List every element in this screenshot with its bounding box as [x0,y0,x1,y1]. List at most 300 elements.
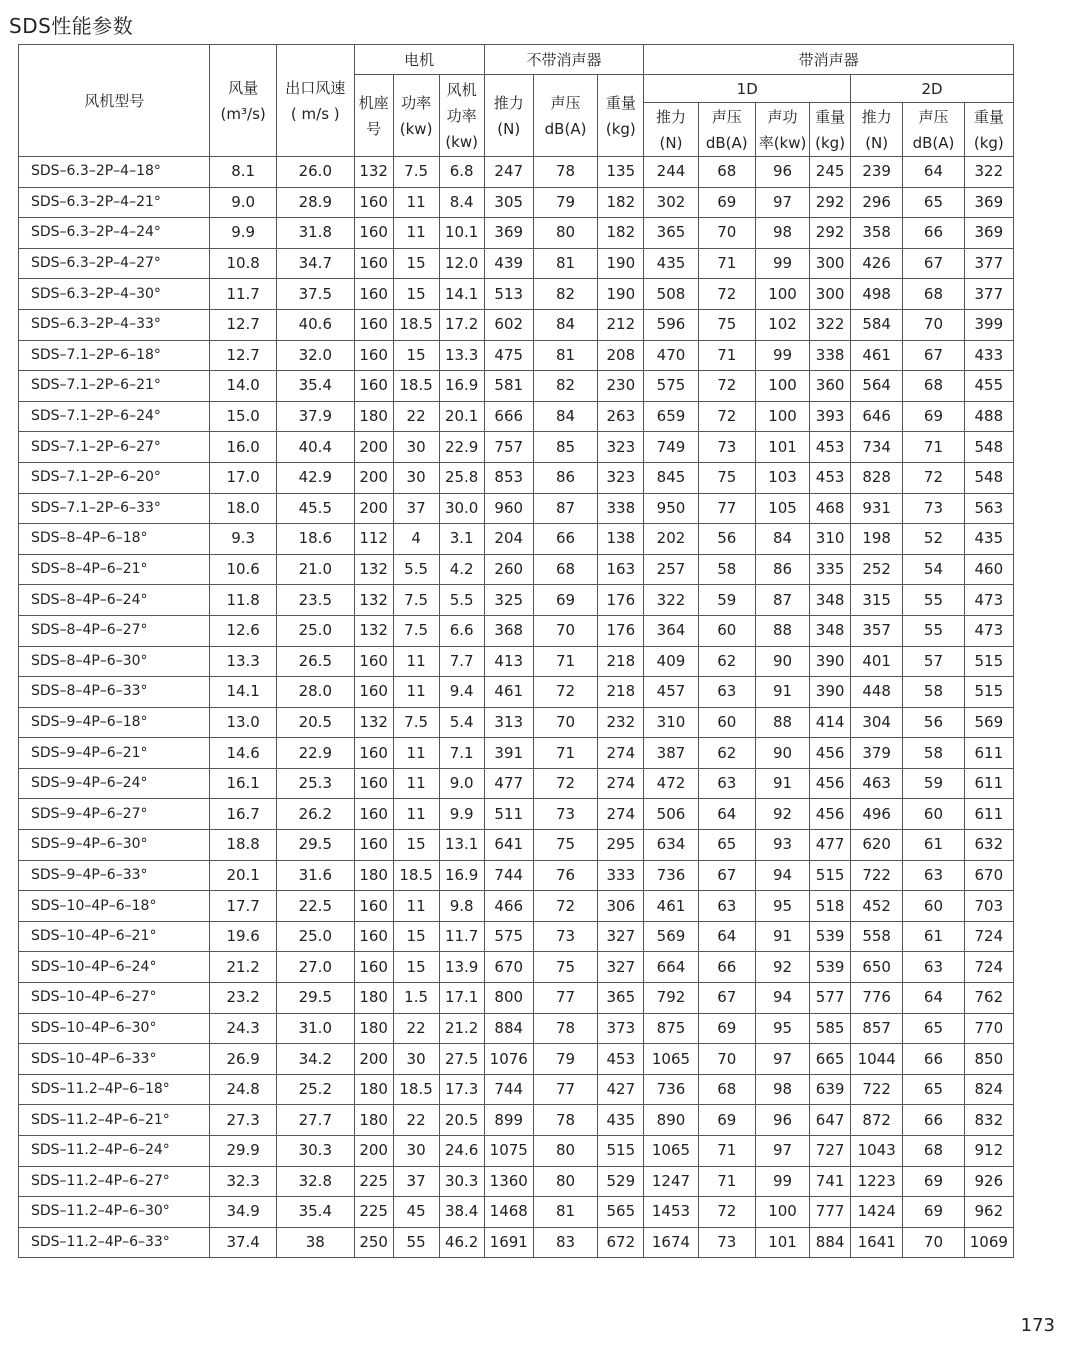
table-cell: 926 [964,1166,1013,1197]
table-row [19,371,1014,402]
table-cell: 515 [810,860,851,891]
table-cell: 72 [533,768,597,799]
table-cell: 257 [644,554,698,585]
table-cell: 29.9 [210,1136,277,1167]
table-cell: 70 [533,615,597,646]
table-cell: 310 [810,524,851,555]
table-cell: 66 [903,218,964,249]
table-cell: 63 [698,768,755,799]
table-cell: 72 [533,891,597,922]
table-cell: 99 [755,248,809,279]
table-cell: 100 [755,401,809,432]
table-cell: 666 [484,401,533,432]
table-row [19,248,1014,279]
table-cell: 64 [903,983,964,1014]
table-cell: 884 [484,1013,533,1044]
table-cell: 611 [964,738,1013,769]
table-cell: 182 [598,218,644,249]
table-cell: 58 [698,554,755,585]
table-cell: 6.8 [439,157,484,188]
table-cell: 515 [964,646,1013,677]
table-cell: 42.9 [276,462,354,493]
table-cell: 71 [903,432,964,463]
table-cell: 13.3 [210,646,277,677]
table-cell: 7.5 [393,615,439,646]
table-cell: 82 [533,371,597,402]
table-cell: 208 [598,340,644,371]
table-cell: 30.3 [276,1136,354,1167]
table-cell: 70 [533,707,597,738]
model-cell: SDS–10–4P–6–33° [19,1044,210,1075]
table-cell: 58 [903,677,964,708]
table-cell: 76 [533,860,597,891]
table-cell: 40.4 [276,432,354,463]
table-cell: 68 [903,279,964,310]
table-cell: 98 [755,1074,809,1105]
table-cell: 463 [851,768,903,799]
table-cell: 1641 [851,1227,903,1258]
table-cell: 244 [644,157,698,188]
table-cell: 160 [354,371,393,402]
table-cell: 68 [533,554,597,585]
table-cell: 75 [698,462,755,493]
table-row [19,646,1014,677]
table-cell: 245 [810,157,851,188]
table-cell: 11 [393,768,439,799]
table-cell: 21.0 [276,554,354,585]
table-row [19,1227,1014,1258]
table-cell: 564 [851,371,903,402]
header-2d-spl: 声压 dB(A) [903,103,964,157]
table-cell: 82 [533,279,597,310]
table-cell: 6.6 [439,615,484,646]
table-cell: 365 [598,983,644,1014]
table-cell: 722 [851,860,903,891]
table-row [19,309,1014,340]
table-cell: 22.5 [276,891,354,922]
table-row [19,891,1014,922]
table-cell: 15 [393,921,439,952]
table-cell: 239 [851,157,903,188]
table-cell: 548 [964,432,1013,463]
table-cell: 620 [851,830,903,861]
table-cell: 11 [393,677,439,708]
table-row [19,554,1014,585]
table-cell: 581 [484,371,533,402]
table-cell: 670 [964,860,1013,891]
table-row [19,1044,1014,1075]
table-cell: 22 [393,1105,439,1136]
table-cell: 14.6 [210,738,277,769]
table-cell: 73 [903,493,964,524]
table-cell: 577 [810,983,851,1014]
table-cell: 792 [644,983,698,1014]
header-frame: 机座 号 [354,75,393,157]
table-cell: 7.5 [393,707,439,738]
table-cell: 724 [964,952,1013,983]
table-cell: 86 [755,554,809,585]
table-cell: 90 [755,738,809,769]
table-cell: 30 [393,1136,439,1167]
table-cell: 548 [964,462,1013,493]
table-cell: 292 [810,218,851,249]
table-row [19,585,1014,616]
table-row [19,401,1014,432]
table-cell: 75 [533,830,597,861]
table-cell: 364 [644,615,698,646]
table-cell: 84 [533,401,597,432]
model-cell: SDS–8–4P–6–24° [19,585,210,616]
table-cell: 703 [964,891,1013,922]
table-row [19,799,1014,830]
table-cell: 575 [644,371,698,402]
table-cell: 11 [393,799,439,830]
table-cell: 78 [533,157,597,188]
table-cell: 80 [533,218,597,249]
model-cell: SDS–11.2–4P–6–27° [19,1166,210,1197]
table-cell: 69 [533,585,597,616]
table-cell: 65 [698,830,755,861]
table-cell: 23.5 [276,585,354,616]
table-cell: 138 [598,524,644,555]
table-cell: 741 [810,1166,851,1197]
table-cell: 230 [598,371,644,402]
table-cell: 29.5 [276,983,354,1014]
table-cell: 160 [354,309,393,340]
table-cell: 647 [810,1105,851,1136]
table-cell: 87 [755,585,809,616]
table-cell: 11 [393,187,439,218]
table-cell: 426 [851,248,903,279]
table-cell: 310 [644,707,698,738]
table-cell: 81 [533,340,597,371]
model-cell: SDS–6.3–2P–4–30° [19,279,210,310]
table-cell: 71 [698,1166,755,1197]
table-row [19,1013,1014,1044]
table-cell: 15 [393,248,439,279]
header-no-silencer-group: 不带消声器 [484,45,644,75]
table-cell: 232 [598,707,644,738]
table-cell: 315 [851,585,903,616]
model-cell: SDS–8–4P–6–33° [19,677,210,708]
table-cell: 66 [903,1044,964,1075]
table-cell: 18.5 [393,860,439,891]
table-cell: 87 [533,493,597,524]
table-cell: 16.9 [439,860,484,891]
table-cell: 160 [354,830,393,861]
table-cell: 659 [644,401,698,432]
table-cell: 1065 [644,1136,698,1167]
table-cell: 639 [810,1074,851,1105]
table-row [19,768,1014,799]
table-row [19,1074,1014,1105]
table-cell: 91 [755,768,809,799]
table-cell: 455 [964,371,1013,402]
table-cell: 200 [354,1136,393,1167]
table-cell: 1691 [484,1227,533,1258]
header-1d-acoustic-power: 声功 率(kw) [755,103,809,157]
table-cell: 260 [484,554,533,585]
table-cell: 17.3 [439,1074,484,1105]
table-cell: 225 [354,1166,393,1197]
table-cell: 632 [964,830,1013,861]
table-cell: 390 [810,677,851,708]
header-outlet-velocity: 出口风速 ( m/s ) [276,45,354,157]
table-cell: 84 [533,309,597,340]
table-cell: 16.7 [210,799,277,830]
table-cell: 724 [964,921,1013,952]
table-cell: 88 [755,615,809,646]
table-cell: 59 [903,768,964,799]
table-cell: 34.9 [210,1197,277,1228]
table-cell: 77 [698,493,755,524]
table-cell: 64 [698,799,755,830]
table-cell: 81 [533,248,597,279]
table-cell: 81 [533,1197,597,1228]
table-cell: 824 [964,1074,1013,1105]
model-cell: SDS–11.2–4P–6–24° [19,1136,210,1167]
table-cell: 34.2 [276,1044,354,1075]
model-cell: SDS–9–4P–6–30° [19,830,210,861]
table-cell: 132 [354,615,393,646]
table-cell: 77 [533,983,597,1014]
table-cell: 373 [598,1013,644,1044]
table-cell: 477 [484,768,533,799]
table-cell: 575 [484,921,533,952]
table-cell: 734 [851,432,903,463]
table-cell: 539 [810,921,851,952]
table-cell: 30.0 [439,493,484,524]
table-cell: 200 [354,493,393,524]
table-cell: 180 [354,401,393,432]
table-cell: 1043 [851,1136,903,1167]
table-cell: 160 [354,218,393,249]
model-cell: SDS–8–4P–6–30° [19,646,210,677]
table-cell: 832 [964,1105,1013,1136]
table-cell: 11 [393,218,439,249]
table-cell: 21.2 [439,1013,484,1044]
table-cell: 539 [810,952,851,983]
table-cell: 66 [903,1105,964,1136]
table-cell: 4.2 [439,554,484,585]
table-cell: 218 [598,646,644,677]
table-cell: 70 [698,218,755,249]
table-cell: 670 [484,952,533,983]
table-cell: 1044 [851,1044,903,1075]
table-cell: 14.0 [210,371,277,402]
table-cell: 377 [964,248,1013,279]
table-cell: 180 [354,1013,393,1044]
table-cell: 86 [533,462,597,493]
table-cell: 69 [903,1166,964,1197]
table-cell: 73 [698,1227,755,1258]
table-cell: 1360 [484,1166,533,1197]
table-cell: 565 [598,1197,644,1228]
table-cell: 8.4 [439,187,484,218]
table-cell: 845 [644,462,698,493]
table-cell: 212 [598,309,644,340]
table-cell: 16.1 [210,768,277,799]
table-cell: 85 [533,432,597,463]
table-cell: 88 [755,707,809,738]
table-cell: 518 [810,891,851,922]
table-cell: 333 [598,860,644,891]
table-cell: 160 [354,738,393,769]
model-cell: SDS–6.3–2P–4–18° [19,157,210,188]
table-cell: 20.5 [276,707,354,738]
table-cell: 513 [484,279,533,310]
table-cell: 306 [598,891,644,922]
table-cell: 305 [484,187,533,218]
table-cell: 160 [354,279,393,310]
header-with-silencer-group: 带消声器 [644,45,1014,75]
table-cell: 75 [533,952,597,983]
table-cell: 912 [964,1136,1013,1167]
table-cell: 58 [903,738,964,769]
table-cell: 26.2 [276,799,354,830]
model-cell: SDS–6.3–2P–4–33° [19,309,210,340]
model-cell: SDS–6.3–2P–4–24° [19,218,210,249]
table-cell: 63 [903,952,964,983]
table-cell: 16.9 [439,371,484,402]
table-cell: 34.7 [276,248,354,279]
table-cell: 71 [698,248,755,279]
table-cell: 98 [755,218,809,249]
table-cell: 584 [851,309,903,340]
table-cell: 59 [698,585,755,616]
table-cell: 37.5 [276,279,354,310]
table-cell: 180 [354,1074,393,1105]
table-cell: 22.9 [439,432,484,463]
table-cell: 68 [903,371,964,402]
table-cell: 414 [810,707,851,738]
table-cell: 247 [484,157,533,188]
table-cell: 448 [851,677,903,708]
table-cell: 97 [755,1044,809,1075]
table-row [19,1105,1014,1136]
table-cell: 950 [644,493,698,524]
table-cell: 650 [851,952,903,983]
table-cell: 94 [755,860,809,891]
model-cell: SDS–10–4P–6–21° [19,921,210,952]
table-cell: 5.5 [393,554,439,585]
table-cell: 10.6 [210,554,277,585]
table-cell: 61 [903,830,964,861]
table-cell: 99 [755,1166,809,1197]
table-cell: 470 [644,340,698,371]
table-cell: 736 [644,860,698,891]
table-cell: 9.9 [210,218,277,249]
table-cell: 100 [755,1197,809,1228]
table-cell: 931 [851,493,903,524]
model-cell: SDS–11.2–4P–6–18° [19,1074,210,1105]
table-cell: 176 [598,585,644,616]
table-cell: 112 [354,524,393,555]
table-cell: 22 [393,1013,439,1044]
table-cell: 304 [851,707,903,738]
model-cell: SDS–8–4P–6–27° [19,615,210,646]
table-cell: 29.5 [276,830,354,861]
table-row [19,983,1014,1014]
table-cell: 611 [964,768,1013,799]
table-cell: 37.9 [276,401,354,432]
table-cell: 401 [851,646,903,677]
table-cell: 13.3 [439,340,484,371]
model-cell: SDS–6.3–2P–4–27° [19,248,210,279]
table-cell: 92 [755,799,809,830]
table-cell: 11 [393,738,439,769]
model-cell: SDS–9–4P–6–21° [19,738,210,769]
table-cell: 875 [644,1013,698,1044]
table-row [19,187,1014,218]
table-cell: 569 [644,921,698,952]
table-cell: 17.2 [439,309,484,340]
table-cell: 295 [598,830,644,861]
table-cell: 453 [810,462,851,493]
table-body [19,157,1014,1258]
table-cell: 744 [484,860,533,891]
table-cell: 77 [533,1074,597,1105]
table-cell: 365 [644,218,698,249]
table-cell: 71 [533,646,597,677]
table-cell: 52 [903,524,964,555]
table-cell: 1674 [644,1227,698,1258]
table-cell: 190 [598,248,644,279]
table-cell: 103 [755,462,809,493]
table-cell: 390 [810,646,851,677]
table-cell: 73 [533,921,597,952]
table-cell: 393 [810,401,851,432]
table-cell: 65 [903,1074,964,1105]
table-cell: 18.6 [276,524,354,555]
table-cell: 274 [598,738,644,769]
table-cell: 433 [964,340,1013,371]
table-cell: 20.5 [439,1105,484,1136]
table-cell: 776 [851,983,903,1014]
table-cell: 46.2 [439,1227,484,1258]
table-cell: 327 [598,921,644,952]
table-cell: 611 [964,799,1013,830]
table-cell: 24.3 [210,1013,277,1044]
table-cell: 511 [484,799,533,830]
table-cell: 72 [698,1197,755,1228]
table-row [19,921,1014,952]
table-cell: 569 [964,707,1013,738]
model-cell: SDS–9–4P–6–27° [19,799,210,830]
table-cell: 515 [964,677,1013,708]
table-cell: 5.4 [439,707,484,738]
table-cell: 672 [598,1227,644,1258]
table-cell: 770 [964,1013,1013,1044]
table-cell: 744 [484,1074,533,1105]
model-cell: SDS–11.2–4P–6–33° [19,1227,210,1258]
header-1d-weight: 重量 (kg) [810,103,851,157]
table-row [19,860,1014,891]
header-2d-weight: 重量 (kg) [964,103,1013,157]
table-cell: 453 [810,432,851,463]
table-cell: 14.1 [210,677,277,708]
table-cell: 15 [393,830,439,861]
table-cell: 31.6 [276,860,354,891]
page-number: 173 [1020,1315,1055,1336]
table-cell: 182 [598,187,644,218]
table-cell: 160 [354,799,393,830]
table-cell: 1468 [484,1197,533,1228]
table-cell: 176 [598,615,644,646]
table-cell: 634 [644,830,698,861]
table-cell: 24.8 [210,1074,277,1105]
table-cell: 132 [354,585,393,616]
